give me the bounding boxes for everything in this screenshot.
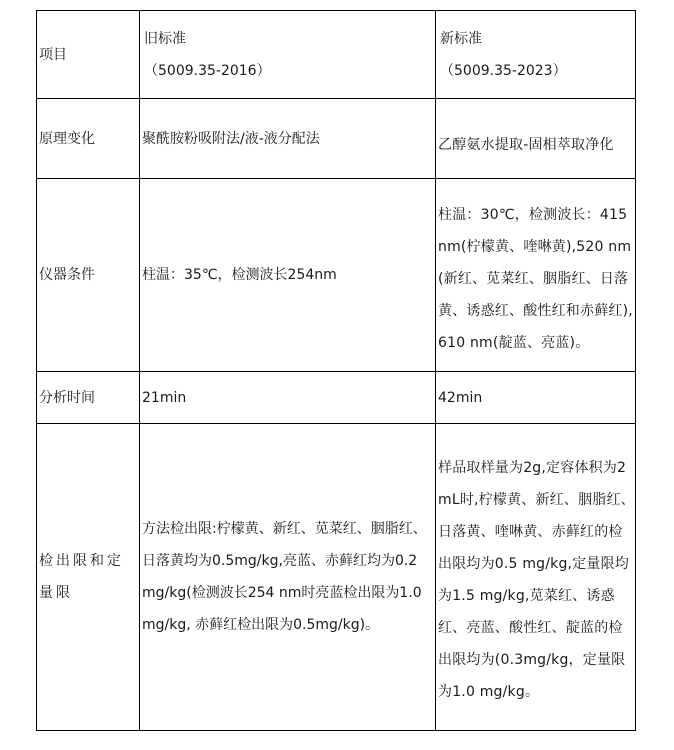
new-value: 柱温：30℃，检测波长：415 nm(柠檬黄、喹啉黄),520 nm(新红、苋菜红、胭脂红、日落黄、诱惑红、酸性红和赤藓红),610 nm(靛蓝、亮蓝)。 xyxy=(436,179,636,372)
new-value: 42min xyxy=(436,372,636,424)
old-standard-title: 旧标准 xyxy=(144,30,186,47)
old-value: 聚酰胺粉吸附法/液-液分配法 xyxy=(140,99,436,179)
old-value: 柱温：35℃，检测波长254nm xyxy=(140,179,436,372)
row-label: 分析时间 xyxy=(37,372,140,424)
header-new-cell xyxy=(436,11,636,99)
new-value: 样品取样量为2g,定容体积为2mL时,柠檬黄、新红、胭脂红、日落黄、喹啉黄、赤藓红的检出限均为0.5 mg/kg,定量限均为1.5 mg/kg,苋菜红、诱惑红、亮蓝、酸性红、靛蓝的检出限均为(0.3mg/kg，定量限为1.0 mg/kg。 xyxy=(436,424,636,731)
header-row xyxy=(37,11,636,99)
new-value: 乙醇氨水提取-固相萃取净化 xyxy=(436,99,636,179)
row-label: 检出限和定量限 xyxy=(37,424,140,731)
comparison-table xyxy=(36,10,636,731)
old-standard-code: （5009.35-2016） xyxy=(144,62,271,79)
row-label: 仪器条件 xyxy=(37,179,140,372)
table-row xyxy=(37,424,636,731)
table-row xyxy=(37,99,636,179)
new-standard-title: 新标准 xyxy=(440,30,482,47)
old-value: 方法检出限:柠檬黄、新红、苋菜红、胭脂红、日落黄均为0.5mg/kg,亮蓝、赤藓红均为0.2 mg/kg(检测波长254 nm时亮蓝检出限为1.0 mg/kg, 赤藓红检出限为0.5mg/kg)。 xyxy=(140,424,436,731)
row-label: 原理变化 xyxy=(37,99,140,179)
table-row xyxy=(37,179,636,372)
header-item-label: 项目 xyxy=(39,46,67,63)
header-old-cell xyxy=(140,11,436,99)
new-standard-code: （5009.35-2023） xyxy=(440,62,567,79)
header-item-cell xyxy=(37,11,140,99)
table-row xyxy=(37,372,636,424)
old-value: 21min xyxy=(140,372,436,424)
